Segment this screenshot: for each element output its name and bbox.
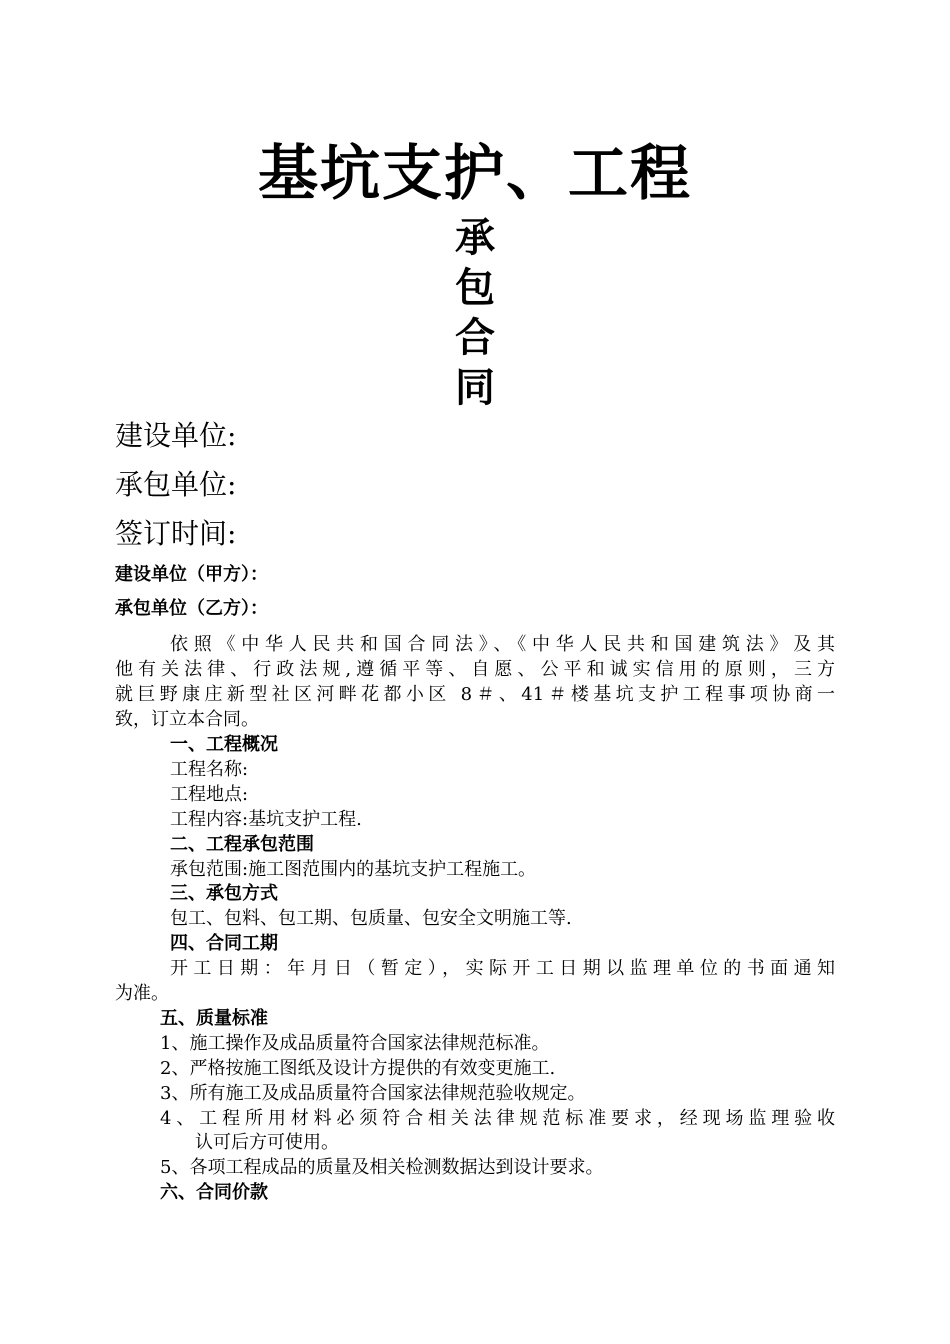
subtitle-char: 合 xyxy=(455,315,495,361)
quality-item: 1、施工操作及成品质量符合国家法律规范标准。 xyxy=(160,1033,550,1054)
subtitle-char: 承 xyxy=(455,215,495,261)
period-text: 开工日期：年月日（暂定），实际开工日期以监理单位的书面通知 xyxy=(170,958,835,979)
section-heading: 二、工程承包范围 xyxy=(170,834,314,855)
subtitle-char: 同 xyxy=(455,365,495,411)
subtitle-char: 包 xyxy=(455,265,495,311)
section-heading: 五、质量标准 xyxy=(160,1008,268,1029)
section-heading: 四、合同工期 xyxy=(170,933,278,954)
cover-owner-label: 建设单位: xyxy=(115,419,237,452)
intro-line: 就巨野康庄新型社区河畔花都小区 8＃、41＃楼基坑支护工程事项协商一 xyxy=(115,684,835,705)
intro-line: 致，订立本合同。 xyxy=(115,709,259,730)
project-location-field: 工程地点: xyxy=(170,784,249,805)
section-heading: 一、工程概况 xyxy=(170,734,278,755)
cover-contractor-label: 承包单位: xyxy=(115,468,237,501)
cover-sign-date-label: 签订时间: xyxy=(115,517,237,550)
quality-item-continuation: 认可后方可使用。 xyxy=(195,1132,339,1153)
quality-item: 5、各项工程成品的质量及相关检测数据达到设计要求。 xyxy=(160,1157,604,1178)
project-name-field: 工程名称: xyxy=(170,759,249,780)
quality-item: 2、严格按施工图纸及设计方提供的有效变更施工. xyxy=(160,1058,556,1079)
quality-item: 3、所有施工及成品质量符合国家法律规范验收规定。 xyxy=(160,1083,586,1104)
section-heading: 六、合同价款 xyxy=(160,1182,268,1203)
intro-line: 他有关法律、行政法规,遵循平等、自愿、公平和诚实信用的原则，三方 xyxy=(115,659,835,680)
intro-line: 依照《中华人民共和国合同法》、《中华人民共和国建筑法》及其 xyxy=(170,634,835,655)
scope-text: 承包范围:施工图范围内的基坑支护工程施工。 xyxy=(170,859,537,880)
section-heading: 三、承包方式 xyxy=(170,883,278,904)
project-content-field: 工程内容:基坑支护工程. xyxy=(170,809,362,830)
document-title: 基坑支护、工程 xyxy=(258,139,692,209)
quality-item: 4、工程所用材料必须符合相关法律规范标准要求，经现场监理验收 xyxy=(160,1108,835,1129)
party-b-label: 承包单位（乙方）： xyxy=(115,598,268,619)
party-a-label: 建设单位（甲方）： xyxy=(115,564,268,585)
contract-method-text: 包工、包料、包工期、包质量、包安全文明施工等. xyxy=(170,908,572,929)
period-text: 为准。 xyxy=(115,983,169,1004)
